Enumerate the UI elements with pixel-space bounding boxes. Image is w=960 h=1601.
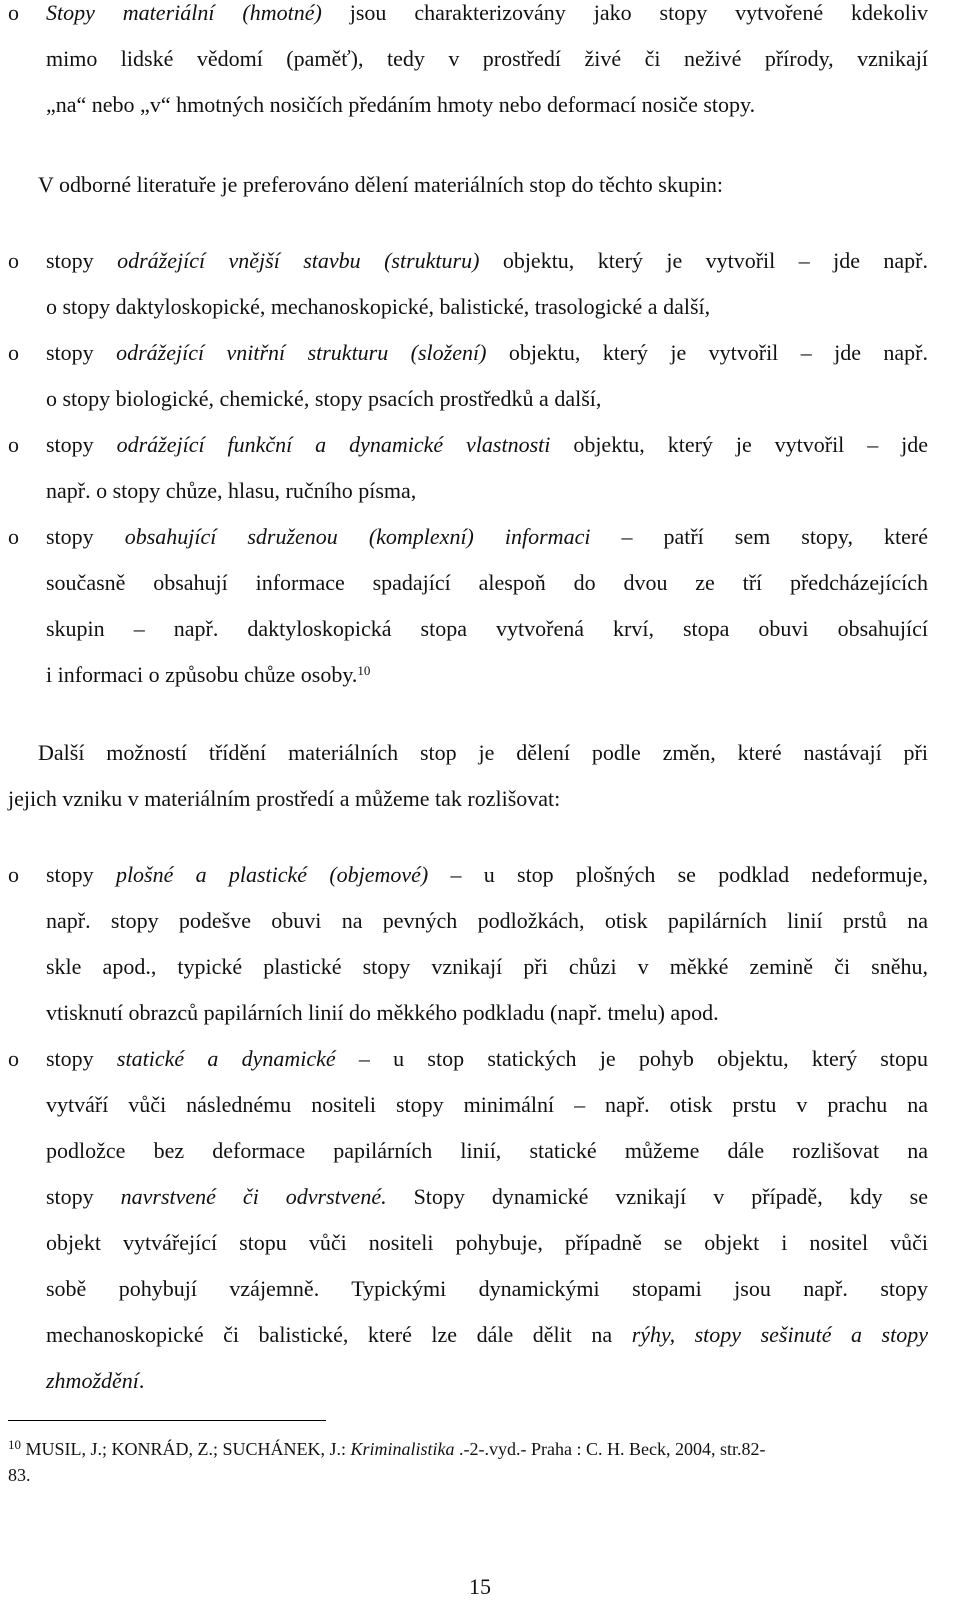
bullet: o: [8, 1046, 19, 1071]
page-number: 15: [469, 1574, 491, 1599]
para3-line1: Další možností třídění materiálních stop je dělení podle změn, které nastávají při: [38, 740, 928, 765]
group2-subline: o stopy biologické, chemické, stopy psacích prostředků a další,: [46, 386, 602, 411]
para3-line2: jejich vzniku v materiálním prostředí a můžeme tak rozlišovat:: [8, 786, 561, 811]
footnote-number: 10: [8, 1437, 21, 1452]
group3-line2: např. o stopy chůze, hlasu, ručního písma,: [46, 478, 417, 503]
item-a-line1: stopy plošné a plastické (objemové) – u stop plošných se podklad nedeformuje,: [46, 862, 928, 887]
item-b-line3: podložce bez deformace papilárních linií, statické můžeme dále rozlišovat na: [46, 1138, 928, 1163]
group2-line1: stopy odrážející vnitřní strukturu (složení) objektu, který je vytvořil – jde např.: [46, 340, 928, 365]
bullet: o: [8, 0, 19, 25]
item-b-line6: sobě pohybují vzájemně. Typickými dynamickými stopami jsou např. stopy: [46, 1276, 928, 1301]
group4-line4: i informaci o způsobu chůze osoby.$^{10}$: [46, 662, 371, 687]
bullet: o: [8, 432, 19, 457]
item-b-line7: mechanoskopické či balistické, které lze dále dělit na rýhy, stopy sešinuté a stopy: [46, 1322, 928, 1347]
item-a-line2: např. stopy podešve obuvi na pevných podložkách, otisk papilárních linií prstů na: [46, 908, 928, 933]
item-b-line2: vytváří vůči následnému nositeli stopy minimální – např. otisk prstu v prachu na: [46, 1092, 928, 1117]
para1-line1: Stopy materiální (hmotné) jsou charakterizovány jako stopy vytvořené kdekoliv: [46, 0, 928, 25]
group3-line1: stopy odrážející funkční a dynamické vlastnosti objektu, který je vytvořil – jde: [46, 432, 929, 457]
para1-line3: „na“ nebo „v“ hmotných nosičích předáním hmoty nebo deformací nosiče stopy.: [46, 92, 756, 117]
item-b-line8: zhmoždění.: [46, 1368, 145, 1393]
bullet: o: [8, 524, 19, 549]
footnote-ref: 10: [357, 663, 371, 678]
item-b-line1: stopy statické a dynamické – u stop statických je pohyb objektu, který stopu: [46, 1046, 928, 1071]
group1-subline: o stopy daktyloskopické, mechanoskopické, balistické, trasologické a další,: [46, 294, 711, 319]
bullet: o: [8, 340, 19, 365]
group4-line3: skupin – např. daktyloskopická stopa vytvořená krví, stopa obuvi obsahující: [46, 616, 928, 641]
footnote-line1: $^{10}$ MUSIL, J.; KONRÁD, Z.; SUCHÁNEK, J.: Kriminalistika .-2-.vyd.- Praha : C. H. Beck, 2004, str.82-: [8, 1437, 766, 1459]
item-a-line3: skle apod., typické plastické stopy vznikají při chůzi v měkké zemině či sněhu,: [46, 954, 928, 979]
group1-line1: stopy odrážející vnější stavbu (strukturu) objektu, který je vytvořil – jde např.: [46, 248, 928, 273]
para2-line: V odborné literatuře je preferováno dělení materiálních stop do těchto skupin:: [38, 172, 724, 197]
footnote-line2: 83.: [8, 1465, 31, 1485]
item-b-line5: objekt vytvářející stopu vůči nositeli pohybuje, případně se objekt i nositel vůči: [46, 1230, 928, 1255]
item-a-line4: vtisknutí obrazců papilárních linií do měkkého podkladu (např. tmelu) apod.: [46, 1000, 719, 1025]
bullet: o: [8, 862, 19, 887]
group4-line2: současně obsahují informace spadající alespoň do dvou ze tří předcházejících: [46, 570, 928, 595]
bullet: o: [8, 248, 19, 273]
para1-line2: mimo lidské vědomí (paměť), tedy v prostředí živé či neživé přírody, vznikají: [46, 46, 928, 71]
item-b-line4: stopy navrstvené či odvrstvené. Stopy dynamické vznikají v případě, kdy se: [46, 1184, 928, 1209]
group4-line1: stopy obsahující sdruženou (komplexní) informaci – patří sem stopy, které: [46, 524, 928, 549]
footnote-rule: [8, 1420, 326, 1421]
